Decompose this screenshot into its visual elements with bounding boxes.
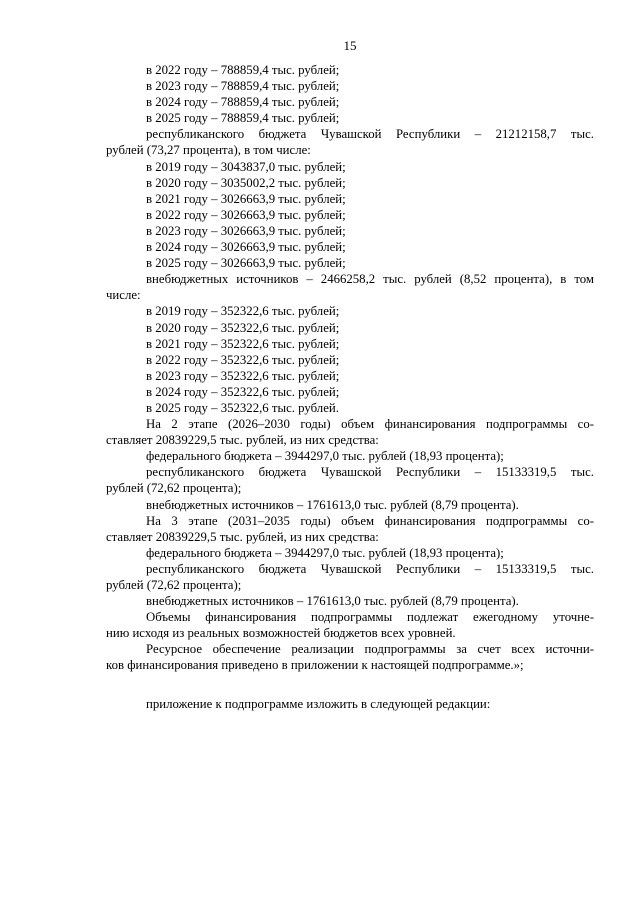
text-line: в 2022 году – 788859,4 тыс. рублей; [146, 63, 340, 77]
text-line: ставляет 20839229,5 тыс. рублей, из них средства: [106, 529, 379, 544]
text-line: в 2019 году – 3043837,0 тыс. рублей; [146, 159, 346, 174]
document-body [106, 62, 594, 712]
text-line: рублей (72,62 процента); [106, 481, 242, 496]
text-line: в 2023 году – 3026663,9 тыс. рублей; [146, 223, 346, 238]
text-line: в 2020 году – 352322,6 тыс. рублей; [146, 320, 340, 335]
text-line: в 2022 году – 352322,6 тыс. рублей; [146, 352, 340, 367]
text-line: внебюджетных источников – 1761613,0 тыс. рублей (8,79 процента). [146, 497, 519, 512]
text-line: в 2025 году – 788859,4 тыс. рублей; [146, 111, 340, 126]
final-instruction-line: приложение к подпрограмме изложить в следующей редакции: [146, 696, 491, 711]
text-lines [106, 62, 594, 674]
text-line: ков финансирования приведено в приложении к настоящей подпрограмме.»; [106, 658, 524, 673]
text-line: федерального бюджета – 3944297,0 тыс. рублей (18,93 процента); [146, 545, 504, 560]
text-line: в 2024 году – 788859,4 тыс. рублей; [146, 95, 340, 110]
text-line: внебюджетных источников – 1761613,0 тыс. рублей (8,79 процента). [146, 594, 519, 609]
text-line: в 2025 году – 352322,6 тыс. рублей. [146, 400, 339, 415]
text-line: Объемы финансирования подпрограммы подлежат ежегодному уточне- [146, 610, 594, 625]
text-line: в 2021 году – 352322,6 тыс. рублей; [146, 336, 340, 351]
text-line: в 2019 году – 352322,6 тыс. рублей; [146, 304, 340, 319]
text-line: На 3 этапе (2031–2035 годы) объем финансирования подпрограммы со- [146, 513, 594, 528]
text-line: республиканского бюджета Чувашской Республики – 15133319,5 тыс. [146, 465, 594, 480]
text-line: федерального бюджета – 3944297,0 тыс. рублей (18,93 процента); [146, 449, 504, 464]
text-line: в 2025 году – 3026663,9 тыс. рублей; [146, 256, 346, 271]
text-line: в 2023 году – 352322,6 тыс. рублей; [146, 368, 340, 383]
text-line: На 2 этапе (2026–2030 годы) объем финансирования подпрограммы со- [146, 417, 594, 432]
text-line: в 2023 году – 788859,4 тыс. рублей; [146, 79, 340, 94]
text-line: внебюджетных источников – 2466258,2 тыс. рублей (8,52 процента), в том [146, 272, 594, 287]
text-line: ставляет 20839229,5 тыс. рублей, из них средства: [106, 433, 379, 448]
text-line: рублей (73,27 процента), в том числе: [106, 143, 311, 158]
text-line: в 2024 году – 352322,6 тыс. рублей; [146, 384, 340, 399]
page-number: 15 [343, 38, 357, 53]
text-line: в 2024 году – 3026663,9 тыс. рублей; [146, 240, 346, 255]
text-line: нию исходя из реальных возможностей бюджетов всех уровней. [106, 626, 456, 641]
text-line: Ресурсное обеспечение реализации подпрограммы за счет всех источни- [146, 642, 594, 657]
paragraph-gap [106, 674, 594, 696]
text-line: в 2021 году – 3026663,9 тыс. рублей; [146, 191, 346, 206]
text-line: числе: [106, 288, 141, 303]
text-line: республиканского бюджета Чувашской Республики – 15133319,5 тыс. [146, 561, 594, 576]
text-line: рублей (72,62 процента); [106, 578, 242, 592]
text-line: в 2022 году – 3026663,9 тыс. рублей; [146, 207, 346, 222]
text-line: в 2020 году – 3035002,2 тыс. рублей; [146, 175, 346, 190]
text-line: республиканского бюджета Чувашской Республики – 21212158,7 тыс. [146, 127, 594, 142]
